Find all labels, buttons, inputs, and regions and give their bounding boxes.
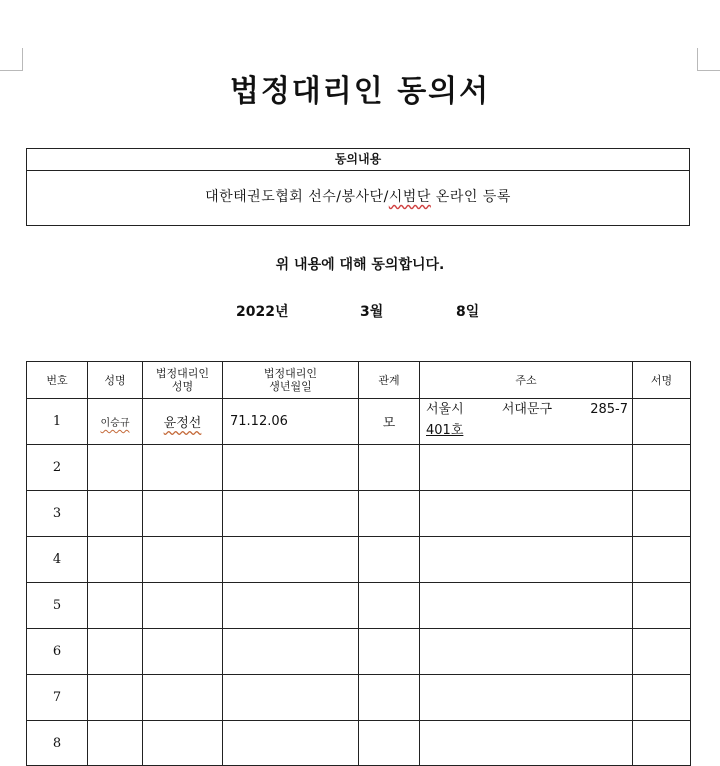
date-year: 2022년 — [236, 304, 289, 320]
cell-rep-birth — [223, 675, 359, 721]
cell-rep-birth — [223, 491, 359, 537]
cell-name — [88, 583, 143, 629]
cell-rep-birth — [223, 583, 359, 629]
header-no: 번호 — [27, 362, 88, 399]
address-line-2: 401호 — [426, 423, 464, 438]
cell-rep-name — [143, 629, 223, 675]
date-day: 8일 — [456, 304, 480, 320]
cell-sign — [633, 675, 691, 721]
header-sign: 서명 — [633, 362, 691, 399]
table-row — [27, 537, 691, 583]
cell-relation — [359, 537, 420, 583]
table-row — [27, 445, 691, 491]
cell-rep-name — [143, 721, 223, 766]
cell-name — [88, 445, 143, 491]
cell-sign — [633, 491, 691, 537]
row-number: 8 — [27, 721, 88, 766]
cell-rep-name — [143, 537, 223, 583]
cell-address — [420, 399, 633, 445]
consent-body-prefix: 대한태권도협회 선수/봉사단/ — [205, 189, 389, 205]
cell-address — [420, 721, 633, 766]
cell-rep-name — [143, 445, 223, 491]
table-row — [27, 721, 691, 766]
table-row — [27, 675, 691, 721]
cell-address — [420, 491, 633, 537]
cell-relation — [359, 629, 420, 675]
cell-relation — [359, 721, 420, 766]
header-rep-birth-line1: 법정대리인 — [263, 367, 318, 380]
cell-rep-name — [143, 491, 223, 537]
cell-relation: 모 — [359, 399, 420, 445]
row-number: 6 — [27, 629, 88, 675]
agree-statement: 위 내용에 대해 동의합니다. — [275, 257, 445, 273]
header-rep-birth-line2: 생년월일 — [269, 380, 312, 393]
consent-box — [26, 148, 690, 226]
cell-rep-birth — [223, 537, 359, 583]
address-line-1 — [426, 399, 628, 420]
row-number: 1 — [27, 399, 88, 445]
cell-rep-birth — [223, 445, 359, 491]
cell-relation — [359, 583, 420, 629]
cell-sign — [633, 721, 691, 766]
table-row — [27, 629, 691, 675]
name-value: 이승규 — [100, 418, 130, 429]
address-district: 서대문구 — [501, 402, 553, 417]
address-city: 서울시 — [426, 402, 464, 417]
header-relation: 관계 — [359, 362, 420, 399]
consent-header: 동의내용 — [27, 149, 689, 171]
cell-address — [420, 537, 633, 583]
cell-name — [88, 629, 143, 675]
header-rep-name-line1: 법정대리인 — [155, 367, 210, 380]
cell-name — [88, 675, 143, 721]
cell-name — [88, 721, 143, 766]
table-row — [27, 399, 691, 445]
cell-address — [420, 445, 633, 491]
cell-rep-birth — [223, 629, 359, 675]
cell-address — [420, 629, 633, 675]
cell-address — [420, 675, 633, 721]
cell-address — [420, 583, 633, 629]
table-row — [27, 491, 691, 537]
cell-rep-name — [143, 399, 223, 445]
cell-rep-name — [143, 675, 223, 721]
header-rep-birth — [223, 362, 359, 399]
address-line-2-wrap — [426, 420, 628, 441]
cell-relation — [359, 675, 420, 721]
address-number: 285-7 — [590, 402, 628, 417]
cell-sign — [633, 445, 691, 491]
date-month: 3월 — [360, 304, 384, 320]
guardian-table — [26, 361, 691, 766]
cell-sign — [633, 583, 691, 629]
row-number: 7 — [27, 675, 88, 721]
cell-name — [88, 537, 143, 583]
row-number: 3 — [27, 491, 88, 537]
header-rep-name — [143, 362, 223, 399]
consent-body-wavy-word: 시범단 — [388, 189, 431, 205]
table-row — [27, 583, 691, 629]
row-number: 4 — [27, 537, 88, 583]
row-number: 5 — [27, 583, 88, 629]
cell-sign — [633, 629, 691, 675]
row-number: 2 — [27, 445, 88, 491]
rep-name-value: 윤정선 — [163, 416, 202, 431]
consent-body-suffix: 온라인 등록 — [430, 189, 511, 205]
header-name: 성명 — [88, 362, 143, 399]
consent-body — [27, 171, 689, 226]
cell-rep-birth: 71.12.06 — [223, 399, 359, 445]
cell-sign — [633, 399, 691, 445]
cell-name — [88, 491, 143, 537]
cell-rep-name — [143, 583, 223, 629]
document-title: 법정대리인 동의서 — [229, 74, 491, 109]
cell-name — [88, 399, 143, 445]
header-rep-name-line2: 성명 — [171, 380, 194, 393]
header-address: 주소 — [420, 362, 633, 399]
cell-sign — [633, 537, 691, 583]
table-header-row — [27, 362, 691, 399]
cell-rep-birth — [223, 721, 359, 766]
cell-relation — [359, 445, 420, 491]
cell-relation — [359, 491, 420, 537]
